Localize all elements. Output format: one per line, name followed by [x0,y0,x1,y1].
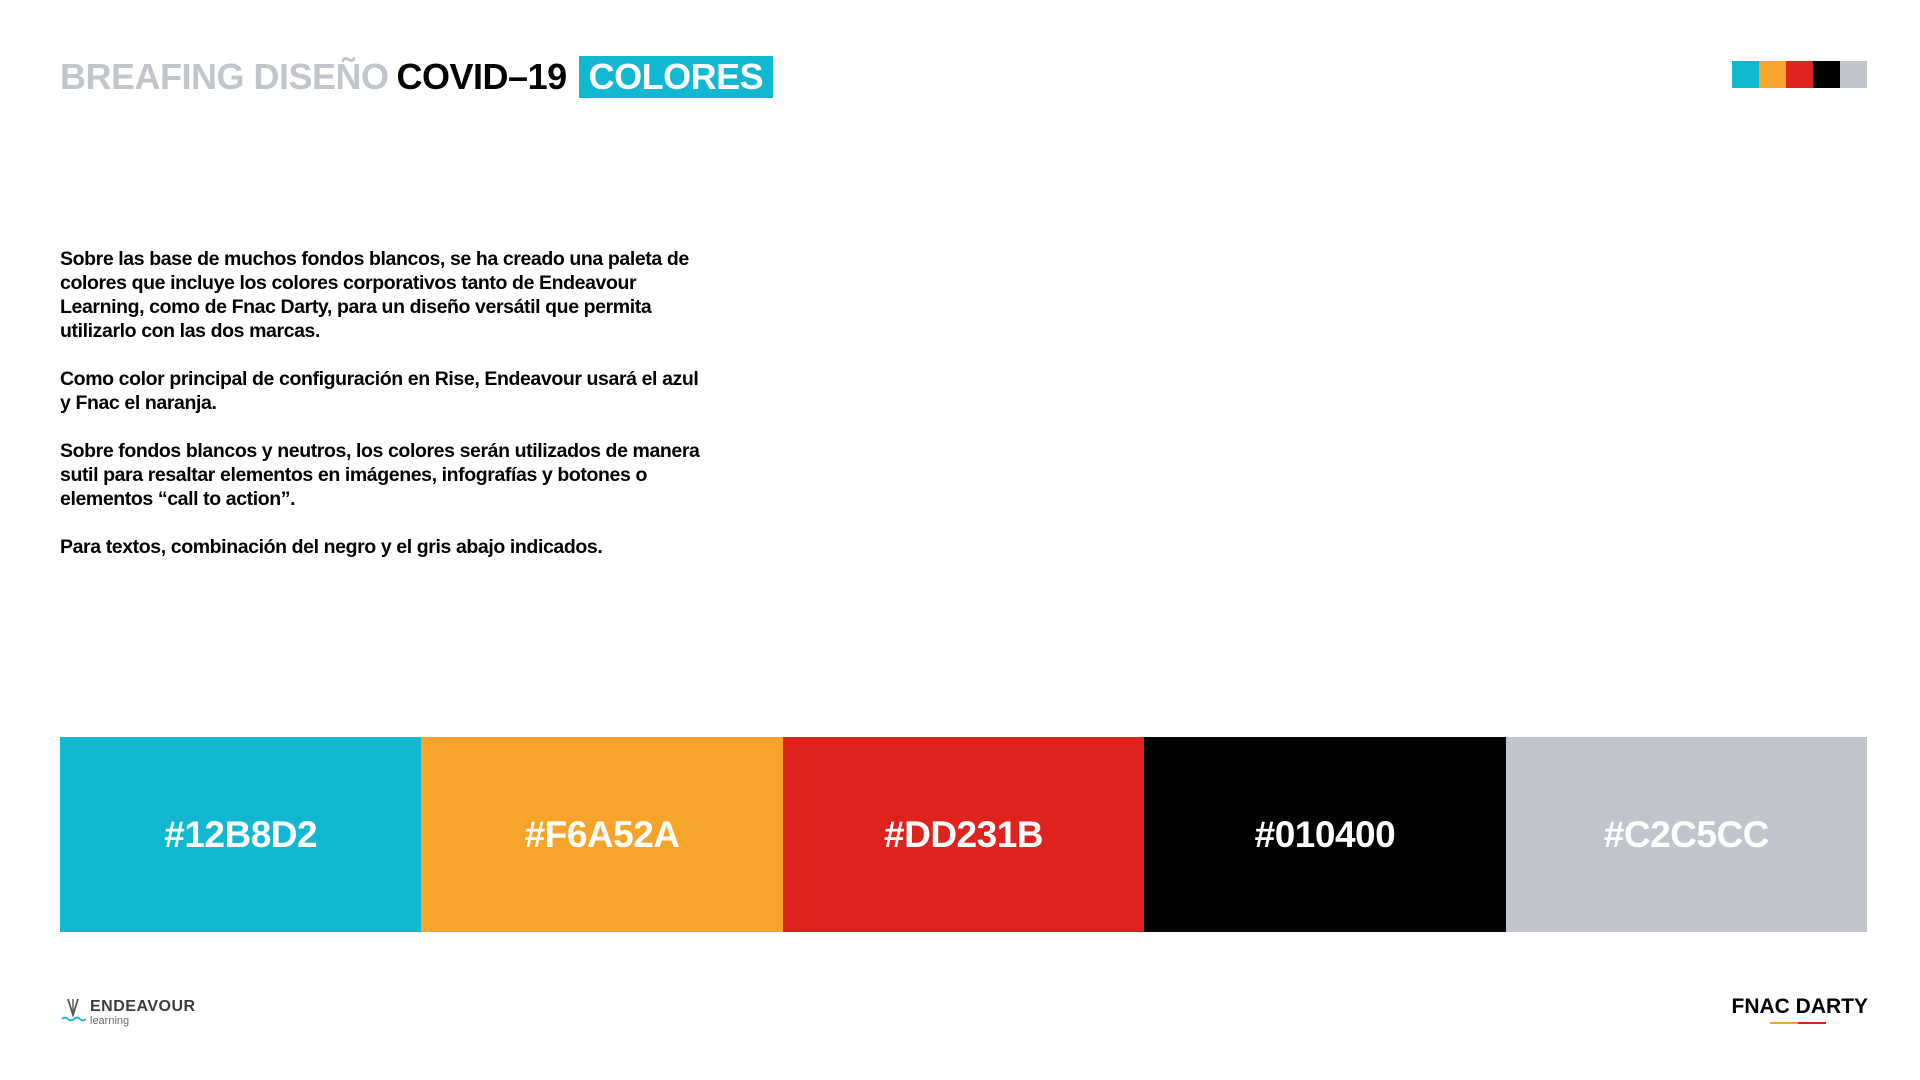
swatch-hex-label: #C2C5CC [1603,813,1769,855]
swatch-red [783,737,1144,932]
endeavour-logo-sub: learning [90,1015,130,1027]
swatch-blue [60,737,421,932]
endeavour-logo-name: ENDEAVOUR [90,998,196,1015]
mini-swatch [1840,61,1867,88]
paragraph: Como color principal de configuración en Rise, Endeavour usará el azul y Fnac el naranja. [60,368,699,414]
endeavour-logo-icon [60,997,86,1025]
mini-swatch [1813,61,1840,88]
swatch-hex-label: #F6A52A [524,813,680,855]
fnac-darty-logo-bar [1728,1022,1868,1024]
description-text [60,247,710,583]
title-prefix: BREAFING DISEÑO [60,56,389,97]
mini-swatch [1732,61,1759,88]
fnac-darty-logo-text: FNAC DARTY [1731,995,1868,1018]
paragraph: Sobre fondos blancos y neutros, los colores serán utilizados de manera sutil para resaltar elementos en imágenes, infografías y botones o elementos “call to action”. [60,440,700,510]
paragraph: Sobre las base de muchos fondos blancos, se ha creado una paleta de colores que incluye los colores corporativos tanto de Endeavour Learning, como de Fnac Darty, para un diseño versátil que permita utilizarlo con las dos marcas. [60,248,689,342]
color-palette [60,737,1867,932]
swatch-hex-label: #DD231B [884,813,1043,855]
mini-swatch [1759,61,1786,88]
fnac-darty-logo [1728,996,1868,1024]
swatch-gray [1506,737,1867,932]
swatch-black [1144,737,1505,932]
page-header [60,56,773,98]
mini-swatch [1786,61,1813,88]
endeavour-logo [60,997,196,1027]
fnac-bar-segment [1770,1022,1798,1024]
swatch-orange [421,737,782,932]
swatch-hex-label: #12B8D2 [164,813,318,855]
section-tag: COLORES [579,56,774,98]
fnac-bar-segment [1798,1022,1826,1024]
title-main: COVID–19 [396,56,567,97]
mini-color-strip [1732,61,1867,88]
swatch-hex-label: #010400 [1254,813,1396,855]
paragraph: Para textos, combinación del negro y el gris abajo indicados. [60,536,603,558]
